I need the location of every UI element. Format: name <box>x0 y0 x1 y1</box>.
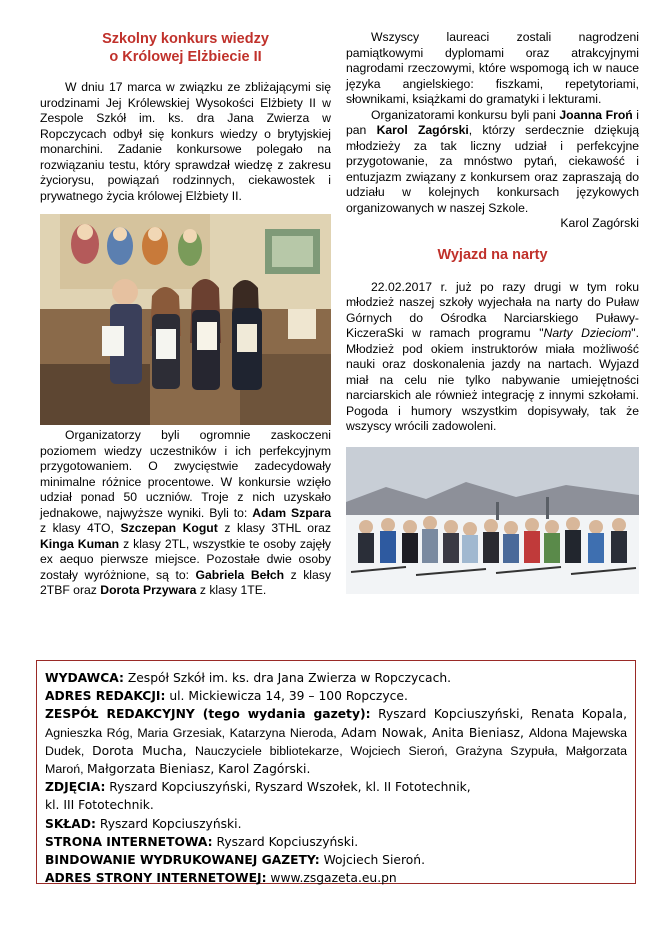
program-name: Narty Dzieciom <box>543 326 632 340</box>
organizer-name: Karol Zagórski <box>376 123 469 137</box>
right-column <box>346 30 639 594</box>
winner-name: Adam Szpara <box>252 505 331 520</box>
quiz-winners-photo <box>40 214 331 425</box>
photos-line-2: kl. III Fototechnik. <box>45 798 154 813</box>
address-line: ADRES REDAKCJI: ul. Mickiewicza 14, 39 – 100 Ropczyce. <box>45 689 408 704</box>
article-signature: Karol Zagórski <box>560 216 639 230</box>
editorial-footer <box>36 660 636 884</box>
article-title-quiz: Szkolny konkurs wiedzy o Królowej Elżbiecie II <box>102 31 269 65</box>
article-title-ski: Wyjazd na narty <box>437 246 548 263</box>
quiz-intro-paragraph: W dniu 17 marca w związku ze zbliżającymi się urodzinami Jej Królewskiej Wysokości Elżbiety II w Zespole Szkół im. ks. dra Jana Zwierza w Ropczycach odbył się konkurs wiedzy o brytyjskiej monarchini. Zadanie konkursowe polegało na rozwiązaniu testu, który sprawdzał wiedzę z zakresu życiorysu, powiązań rodzinnych, ciekawostek i prywatnego życia królowej Elżbiety II. <box>40 80 331 203</box>
typeset-line: SKŁAD: Ryszard Kopciuszyński. <box>45 816 242 831</box>
organizer-name: Joanna Froń <box>559 107 633 122</box>
publisher-line: WYDAWCA: Zespół Szkół im. ks. dra Jana Zwierza w Ropczycach. <box>45 671 452 685</box>
binding-line: BINDOWANIE WYDRUKOWANEJ GAZETY: Wojciech Sieroń. <box>45 853 425 868</box>
winner-name: Szczepan Kogut <box>120 521 218 535</box>
website-team-line: STRONA INTERNETOWA: Ryszard Kopciuszyński. <box>45 834 359 849</box>
distinction-name: Dorota Przywara <box>100 583 197 597</box>
prizes-paragraph: Wszyscy laureaci zostali nagrodzeni pamiątkowymi dyplomami oraz atrakcyjnymi nagrodami rzeczowymi, które wspomogą ich w nauce języka angielskiego: fiszkami, repetytoriami, słownikami, książkami do gramatyki i lekturami. <box>346 30 639 106</box>
quiz-results-paragraph: Organizatorzy byli ogromnie zaskoczeni poziomem wiedzy uczestników i ich perfekcyjnym przygotowaniem. O zwycięstwie zadecydowały minimalne różnice procentowe. W konkursie wzięło udział ponad 50 uczniów. Troje z nich uzyskało jednakowe, najwyższe wyniki. Byli to: Adam Szpara z klasy 4TO, Szczepan Kogut z klasy 3THL oraz Kinga Kuman z klasy 2TL, wszystkie te osoby zajęły ex aequo pierwsze miejsce. Pozostałe dwie osoby zostały wyróżnione, są to: Gabriela Bełch z klasy 2TBF oraz Dorota Przywara z klasy 1TE. <box>40 428 332 597</box>
winner-name: Kinga Kuman <box>40 536 120 551</box>
left-column <box>40 30 331 599</box>
ski-trip-paragraph: 22.02.2017 r. już po razy drugi w tym roku młodzież naszej szkoły wyjechała na narty do Puław Górnych do Ośrodka Narciarskiego Puławy-KiczeraSki w ramach programu "Narty Dzieciom". Młodzież pod okiem instruktorów miała możliwość nauki oraz doskonalenia jazdy na nartach. Wyjazd miał na celu nie tylko nabywanie umiejętności narciarskich ale również integrację z innymi szkołami. Pogoda i humory wszystkim dopisywały, tak że wszyscy wrócili zadowoleni. <box>346 279 639 433</box>
editorial-team-line: ZESPÓŁ REDAKCYJNY (tego wydania gazety): Ryszard Kopciuszyński, Renata Kopala, Agnieszka Róg, Maria Grzesiak, Katarzyna Nieroda, Adam Nowak, Anita Bieniasz, Aldona Majewska Dudek, Dorota Mucha, Nauczyciele bibliotekarze, Wojciech Sieroń, Grażyna Szypuła, Małgorzata Maroń, Małgorzata Bieniasz, Karol Zagórski. <box>45 707 628 777</box>
website-url-line: ADRES STRONY INTERNETOWEJ: www.zsgazeta.eu.pn <box>45 871 397 886</box>
organizers-paragraph: Organizatorami konkursu byli pani Joanna Froń i pan Karol Zagórski, którzy serdecznie dziękują młodzieży za tak liczny udział i perfekcyjne przygotowanie, za mnóstwo pytań, ciekawość i entuzjazm związany z konkursem oraz zapraszają do udziału w kolejnych konkursach językowych organizowanych w naszej Szkole. <box>346 107 639 215</box>
photos-line: ZDJĘCIA: Ryszard Kopciuszyński, Ryszard Wszołek, kl. II Fototechnik, <box>45 780 471 795</box>
ski-trip-photo <box>346 447 639 594</box>
distinction-name: Gabriela Bełch <box>195 567 285 582</box>
